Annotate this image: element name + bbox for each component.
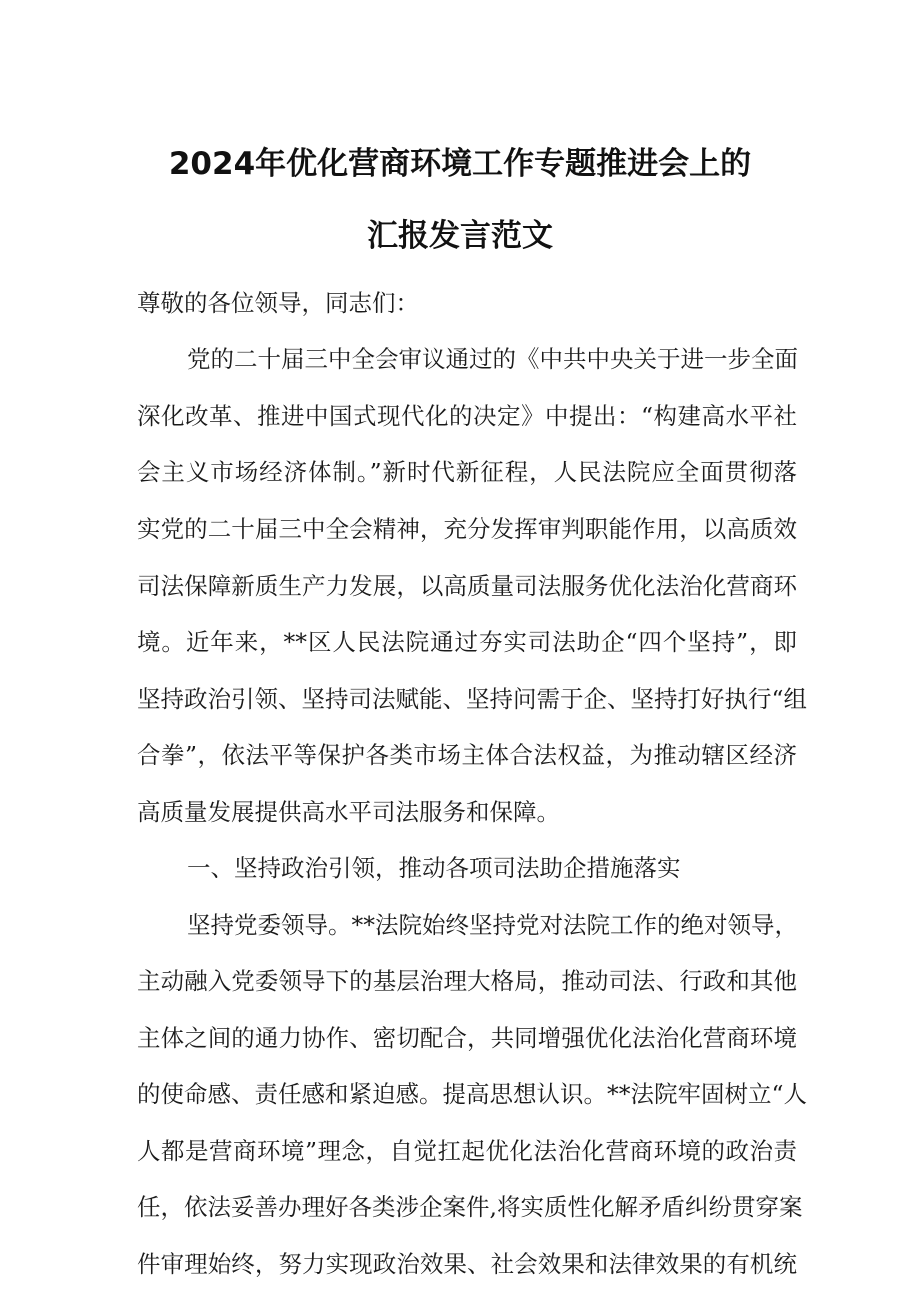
paragraph-line: 主体之间的通力协作、密切配合，共同增强优化法治化营商环境 <box>137 1024 797 1052</box>
paragraph-line: 任，依法妥善办理好各类涉企案件,将实质性化解矛盾纠纷贯穿案 <box>137 1193 803 1221</box>
paragraph-line: 党的二十届三中全会审议通过的《中共中央关于进一步全面 <box>187 345 798 373</box>
salutation: 尊敬的各位领导，同志们： <box>137 289 419 317</box>
paragraph-line: 人都是营商环境”理念，自觉扛起优化法治化营商环境的政治责 <box>137 1137 797 1165</box>
paragraph-line: 实党的二十届三中全会精神，充分发挥审判职能作用，以高质效 <box>137 515 797 543</box>
section-heading: 一、坚持政治引领，推动各项司法助企措施落实 <box>187 854 681 882</box>
paragraph-line: 坚持党委领导。**法院始终坚持党对法院工作的绝对领导， <box>187 911 798 939</box>
document-title-line-2: 汇报发言范文 <box>367 218 553 254</box>
paragraph-line: 深化改革、推进中国式现代化的决定》中提出：“构建高水平社 <box>137 402 797 430</box>
paragraph-line: 的使命感、责任感和紧迫感。提高思想认识。**法院牢固树立“人 <box>137 1080 808 1108</box>
paragraph-line: 合拳”，依法平等保护各类市场主体合法权益，为推动辖区经济 <box>137 741 797 769</box>
document-title-line-1: 2024年优化营商环境工作专题推进会上的 <box>168 146 752 182</box>
paragraph-line: 会主义市场经济体制。”新时代新征程，人民法院应全面贯彻落 <box>137 458 797 486</box>
paragraph-line: 主动融入党委领导下的基层治理大格局，推动司法、行政和其他 <box>137 967 797 995</box>
paragraph-line: 司法保障新质生产力发展，以高质量司法服务优化法治化营商环 <box>137 572 797 600</box>
paragraph-line: 高质量发展提供高水平司法服务和保障。 <box>137 798 560 826</box>
paragraph-line: 境。近年来，**区人民法院通过夯实司法助企“四个坚持”，即 <box>137 628 797 656</box>
paragraph-line: 坚持政治引领、坚持司法赋能、坚持问需于企、坚持打好执行“组 <box>137 685 808 713</box>
paragraph-line: 件审理始终，努力实现政治效果、社会效果和法律效果的有机统 <box>137 1250 797 1278</box>
